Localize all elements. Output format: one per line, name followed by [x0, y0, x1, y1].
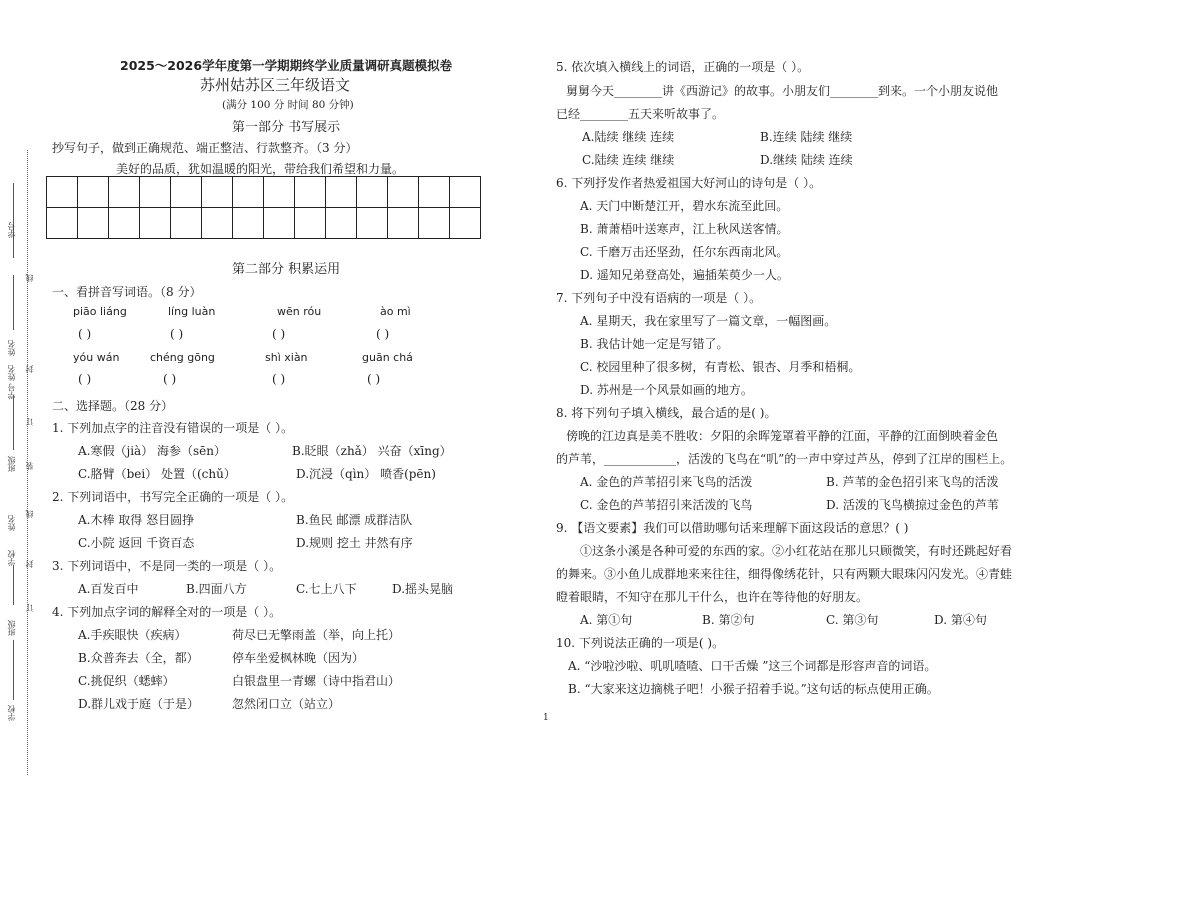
margin-label: 学号 姓名 — [7, 365, 16, 400]
writing-cell[interactable] — [171, 177, 202, 208]
answer-blank[interactable]: ( ) — [272, 372, 286, 386]
writing-cell[interactable] — [295, 177, 326, 208]
option-c[interactable]: C.小院 返回 千资百态 — [78, 536, 195, 550]
answer-blank[interactable]: ( ) — [163, 372, 177, 386]
option-d[interactable]: D. 苏州是一个风景如画的地方。 — [580, 383, 753, 397]
pinyin: chéng gōng — [150, 351, 215, 364]
section1-title: 一、看拼音写词语。（8 分） — [52, 285, 202, 299]
margin-label: 姓名 — [7, 340, 16, 356]
option-b[interactable]: B.众普奔去（全，都） — [78, 651, 199, 665]
writing-cell[interactable] — [171, 208, 202, 239]
option-c[interactable]: C.挑促织（蟋蟀） — [78, 674, 175, 688]
option-b[interactable]: B. 芦苇的金色招引来飞鸟的活泼 — [826, 475, 999, 489]
option-b[interactable]: B. 我估计她一定是写错了。 — [580, 337, 729, 351]
writing-cell[interactable] — [140, 208, 171, 239]
question-8-text: 的芦苇，____________，活泼的飞鸟在“叽”的一声中穿过芦丛，停到了江岸的围栏上。 — [556, 452, 1013, 466]
option-a[interactable]: A. 星期天，我在家里写了一篇文章，一幅图画。 — [580, 314, 837, 328]
seal-char: 订 — [25, 418, 34, 426]
writing-cell[interactable] — [419, 208, 450, 239]
option-a[interactable]: A.手疾眼快（疾病） — [78, 628, 187, 642]
option-c[interactable]: C. 校园里种了很多树，有青松、银杏、月季和梧桐。 — [580, 360, 861, 374]
option-b[interactable]: B.连续 陆续 继续 — [760, 130, 853, 144]
answer-blank[interactable]: ( ) — [170, 327, 184, 341]
margin-rule — [13, 565, 14, 605]
option-b[interactable]: B.鱼民 邮漂 成群洁队 — [296, 513, 413, 527]
writing-cell[interactable] — [357, 177, 388, 208]
part1-instruction: 抄写句子，做到正确规范、端正整洁、行款整齐。（3 分） — [52, 141, 358, 155]
writing-cell[interactable] — [233, 177, 264, 208]
writing-cell[interactable] — [47, 208, 78, 239]
option-d[interactable]: D.沉浸（qìn） 喷香(pēn) — [296, 467, 436, 481]
writing-cell[interactable] — [47, 177, 78, 208]
margin-rule — [13, 275, 14, 330]
seal-char: 线 — [25, 274, 34, 282]
answer-blank[interactable]: ( ) — [78, 327, 92, 341]
writing-cell[interactable] — [109, 208, 140, 239]
option-d[interactable]: D.规则 挖土 井然有序 — [296, 536, 413, 550]
writing-grid — [46, 176, 481, 239]
writing-cell[interactable] — [388, 208, 419, 239]
option-b[interactable]: B. 第②句 — [702, 613, 755, 627]
part1-sentence: 美好的品质，犹如温暖的阳光，带给我们希望和力量。 — [116, 162, 405, 176]
question-3: 3. 下列词语中，不是同一类的一项是（ ）。 — [52, 559, 282, 573]
option-a[interactable]: A.百发百中 — [78, 582, 139, 596]
option-c[interactable]: C. 金色的芦苇招引来活泼的飞鸟 — [580, 498, 753, 512]
writing-cell[interactable] — [109, 177, 140, 208]
question-5-text: 已经________五天来听故事了。 — [556, 107, 725, 121]
margin-label: 学校 — [7, 705, 16, 721]
seal-char: 封 — [25, 560, 34, 568]
question-7: 7. 下列句子中没有语病的一项是（ ）。 — [556, 291, 762, 305]
writing-cell[interactable] — [264, 208, 295, 239]
answer-blank[interactable]: ( ) — [272, 327, 286, 341]
question-8-text: 傍晚的江边真是美不胜收：夕阳的余晖笼罩着平静的江面，平静的江面倒映着金色 — [566, 429, 999, 443]
margin-label: 班级 — [7, 620, 16, 636]
option-c[interactable]: C. 第③句 — [826, 613, 879, 627]
option-d-detail: 忽然闭口立（站立） — [232, 697, 341, 711]
option-d[interactable]: D.摇头晃脑 — [392, 582, 454, 596]
pinyin: piāo liáng — [73, 305, 127, 318]
option-b[interactable]: B.眨眼（zhǎ） 兴奋（xīng） — [292, 444, 452, 458]
question-5: 5. 依次填入横线上的词语，正确的一项是（ ）。 — [556, 60, 810, 74]
writing-cell[interactable] — [140, 177, 171, 208]
answer-blank[interactable]: ( ) — [78, 372, 92, 386]
writing-cell[interactable] — [202, 177, 233, 208]
writing-cell[interactable] — [295, 208, 326, 239]
option-a[interactable]: A.寒假（jià） 海参（sēn） — [78, 444, 226, 458]
writing-cell[interactable] — [326, 177, 357, 208]
margin-rule — [13, 640, 14, 700]
option-a[interactable]: A.陆续 继续 连续 — [582, 130, 675, 144]
question-8: 8. 将下列句子填入横线，最合适的是( )。 — [556, 406, 777, 420]
part2-heading: 第二部分 积累运用 — [232, 262, 341, 277]
writing-cell[interactable] — [450, 177, 481, 208]
writing-cell[interactable] — [450, 208, 481, 239]
option-d[interactable]: D. 活泼的飞鸟横掠过金色的芦苇 — [826, 498, 999, 512]
option-d[interactable]: D.群儿戏于庭（于是） — [78, 697, 200, 711]
option-c-detail: 白银盘里一青螺（诗中指君山） — [232, 674, 401, 688]
answer-blank[interactable]: ( ) — [367, 372, 381, 386]
seal-char: 订 — [25, 604, 34, 612]
answer-blank[interactable]: ( ) — [376, 327, 390, 341]
margin-label: 学校 — [7, 550, 16, 566]
question-2: 2. 下列词语中，书写完全正确的一项是（ ）。 — [52, 490, 294, 504]
writing-cell[interactable] — [233, 208, 264, 239]
option-c[interactable]: C.七上八下 — [296, 582, 357, 596]
pinyin: ào mì — [380, 305, 411, 318]
writing-cell[interactable] — [326, 208, 357, 239]
option-a[interactable]: A. “沙啦沙啦、叽叽喳喳、口干舌燥 ”这三个词都是形容声音的词语。 — [568, 659, 937, 673]
pinyin: wēn róu — [277, 305, 322, 318]
exam-title: 2025～2026学年度第一学期期终学业质量调研真题模拟卷 — [120, 58, 453, 73]
writing-cell[interactable] — [388, 177, 419, 208]
exam-subtitle: 苏州姑苏区三年级语文 — [200, 76, 351, 94]
section2-title: 二、选择题。（28 分） — [52, 399, 174, 413]
margin-rule — [13, 183, 14, 258]
option-a[interactable]: A. 第①句 — [580, 613, 633, 627]
writing-cell[interactable] — [419, 177, 450, 208]
option-c[interactable]: C.胳臂（bei） 处置（(chǔ） — [78, 467, 236, 481]
pinyin: guān chá — [362, 351, 413, 364]
question-5-text: 舅舅今天________讲《西游记》的故事。小朋友们________到来。一个小朋友说他 — [566, 84, 999, 98]
page-number: 1 — [543, 713, 549, 723]
option-b[interactable]: B. 萧萧梧叶送寒声，江上秋风送客情。 — [580, 222, 789, 236]
option-b[interactable]: B.四面八方 — [186, 582, 247, 596]
part1-heading: 第一部分 书写展示 — [232, 120, 341, 135]
question-9-text: 瞪着眼睛，不知守在那儿干什么，也许在等待他的好朋友。 — [556, 590, 869, 604]
writing-cell[interactable] — [264, 177, 295, 208]
option-d[interactable]: D.继续 陆续 连续 — [760, 153, 853, 167]
exam-meta: (满分 100 分 时间 80 分钟) — [222, 99, 354, 111]
option-d[interactable]: D. 第④句 — [934, 613, 987, 627]
option-a[interactable]: A. 天门中断楚江开，碧水东流至此回。 — [580, 199, 789, 213]
writing-cell[interactable] — [78, 177, 109, 208]
margin-label: 班级 — [7, 456, 16, 472]
writing-cell[interactable] — [78, 208, 109, 239]
writing-cell[interactable] — [357, 208, 388, 239]
question-4: 4. 下列加点字词的解释全对的一项是（ ）。 — [52, 605, 282, 619]
pinyin: shì xiàn — [265, 351, 308, 364]
question-10: 10. 下列说法正确的一项是( )。 — [556, 636, 725, 650]
question-9-text: ①这条小溪是各种可爱的东西的家。②小红花站在那儿只顾微笑，有时还跳起好看 — [580, 544, 1013, 558]
option-a[interactable]: A.木棒 取得 怒目圆挣 — [78, 513, 195, 527]
seal-char: 封 — [25, 365, 34, 373]
seal-char: 线 — [25, 510, 34, 518]
margin-label: 学号 — [7, 222, 16, 238]
question-1: 1. 下列加点字的注音没有错误的一项是（ ）。 — [52, 421, 294, 435]
option-c[interactable]: C.陆续 连续 继续 — [582, 153, 675, 167]
writing-cell[interactable] — [202, 208, 233, 239]
option-b[interactable]: B. “大家来这边摘桃子吧！小猴子招着手说。”这句话的标点使用正确。 — [568, 682, 939, 696]
seal-char: 装 — [25, 462, 34, 470]
option-b-detail: 停车坐爱枫林晚（因为） — [232, 651, 365, 665]
question-9-text: 的舞来。③小鱼儿成群地来来往往，细得像绣花针，只有两颗大眼珠闪闪发光。④青蛙 — [556, 567, 1013, 581]
option-c[interactable]: C. 千磨万击还坚劲，任尔东西南北风。 — [580, 245, 789, 259]
question-6: 6. 下列抒发作者热爱祖国大好河山的诗句是（ ）。 — [556, 176, 822, 190]
margin-rule — [13, 395, 14, 450]
option-a[interactable]: A. 金色的芦苇招引来飞鸟的活泼 — [580, 475, 753, 489]
margin-label: 姓名 — [7, 515, 16, 531]
option-a-detail: 荷尽已无擎雨盖（举，向上托） — [232, 628, 401, 642]
question-9: 9. 【语文要素】我们可以借助哪句话来理解下面这段话的意思？( ) — [556, 521, 909, 535]
option-d[interactable]: D. 遥知兄弟登高处，遍插茱萸少一人。 — [580, 268, 789, 282]
pinyin: líng luàn — [168, 305, 216, 318]
pinyin: yóu wán — [73, 351, 120, 364]
